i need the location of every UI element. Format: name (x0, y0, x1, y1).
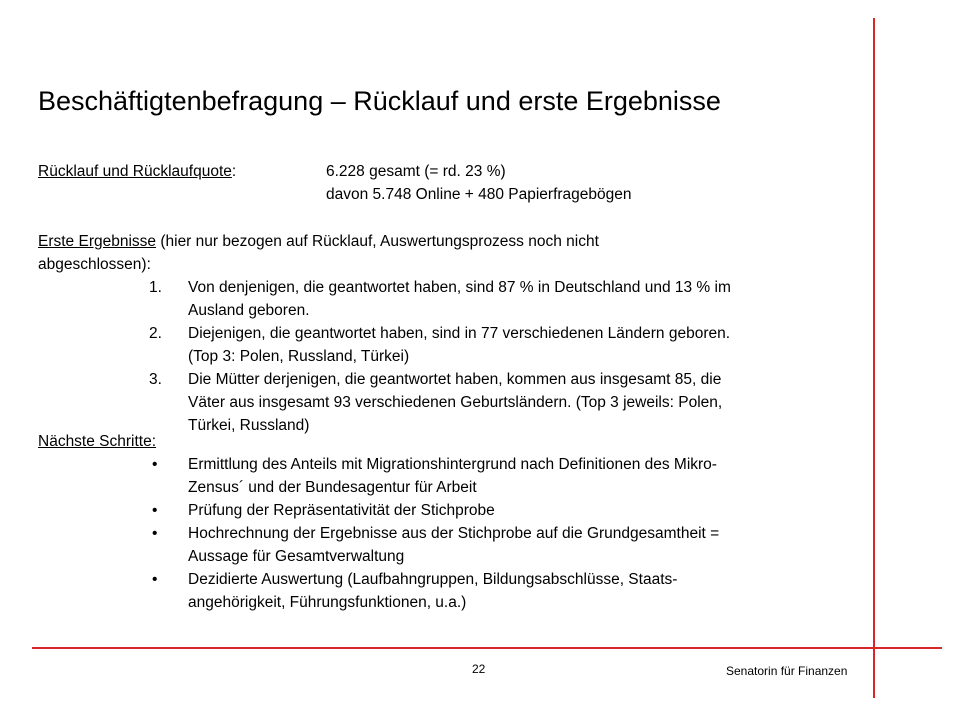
step-1-line1: Ermittlung des Anteils mit Migrationshintergrund nach Definitionen des Mikro- (188, 456, 717, 473)
result-1-line2: Ausland geboren. (188, 302, 310, 319)
step-2 (188, 499, 848, 522)
result-2-line2: (Top 3: Polen, Russland, Türkei) (188, 348, 410, 365)
results-intro-line2: abgeschlossen): (38, 256, 151, 273)
step-4-line1: Dezidierte Auswertung (Laufbahngruppen, Bildungsabschlüsse, Staats- (188, 571, 678, 588)
footer-text: Senatorin für Finanzen (726, 664, 848, 678)
result-3 (188, 368, 848, 437)
response-value-2: davon 5.748 Online + 480 Papierfragebögen (326, 186, 632, 203)
response-label-line (38, 160, 236, 183)
results-intro (38, 230, 599, 253)
result-1-line1: Von denjenigen, die geantwortet haben, sind 87 % in Deutschland und 13 % im (188, 279, 731, 296)
step-3-line1: Hochrechnung der Ergebnisse aus der Stichprobe auf die Grundgesamtheit = (188, 525, 720, 542)
result-1 (188, 276, 848, 322)
step-1-bullet: • (152, 456, 158, 473)
step-1-line2: Zensus´ und der Bundesagentur für Arbeit (188, 479, 477, 496)
step-4 (188, 568, 848, 614)
results-label: Erste Ergebnisse (38, 233, 157, 250)
slide-title: Beschäftigtenbefragung – Rücklauf und erste Ergebnisse (38, 86, 721, 116)
result-3-line1: Die Mütter derjenigen, die geantwortet haben, kommen aus insgesamt 85, die (188, 371, 722, 388)
step-2-bullet: • (152, 502, 158, 519)
next-steps-label: Nächste Schritte: (38, 433, 157, 450)
page-number: 22 (472, 662, 486, 676)
step-1 (188, 453, 848, 499)
result-2-line1: Diejenigen, die geantwortet haben, sind in 77 verschiedenen Ländern geboren. (188, 325, 731, 342)
step-3-bullet: • (152, 525, 158, 542)
result-1-marker: 1. (149, 279, 162, 296)
result-2 (188, 322, 848, 368)
step-4-bullet: • (152, 571, 158, 588)
result-2-marker: 2. (149, 325, 162, 342)
result-3-line3: Türkei, Russland) (188, 417, 310, 434)
vertical-red-rule (873, 18, 875, 698)
results-intro-text: (hier nur bezogen auf Rücklauf, Auswertungsprozess noch nicht (156, 233, 599, 250)
step-2-line1: Prüfung der Repräsentativität der Stichprobe (188, 502, 495, 519)
step-3 (188, 522, 848, 568)
response-label: Rücklauf und Rücklaufquote (38, 163, 232, 180)
step-3-line2: Aussage für Gesamtverwaltung (188, 548, 405, 565)
result-3-marker: 3. (149, 371, 162, 388)
response-label-colon: : (231, 163, 237, 180)
response-value-1: 6.228 gesamt (= rd. 23 %) (326, 163, 506, 180)
result-3-line2: Väter aus insgesamt 93 verschiedenen Geburtsländern. (Top 3 jeweils: Polen, (188, 394, 723, 411)
horizontal-red-rule (32, 647, 942, 649)
step-4-line2: angehörigkeit, Führungsfunktionen, u.a.) (188, 594, 467, 611)
